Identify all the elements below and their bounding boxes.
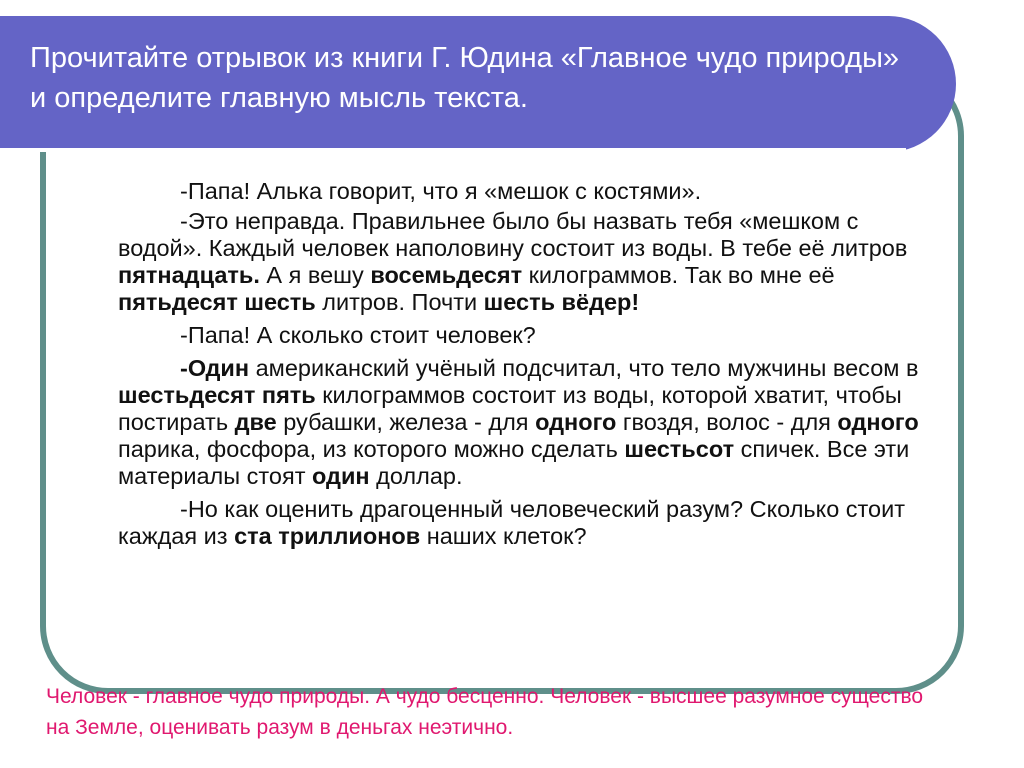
- paragraph-5-text-2: наших клеток?: [420, 523, 587, 549]
- slide-title: Прочитайте отрывок из книги Г. Юдина «Главное чудо природы» и определите главную мысль текста.: [30, 42, 900, 114]
- paragraph-4-bold-1: -Один: [180, 355, 250, 381]
- paragraph-2-bold-4: шесть вёдер!: [483, 289, 640, 315]
- paragraph-4-text-5: парика, фосфора, из которого можно сделать: [118, 436, 625, 462]
- paragraph-3: -Папа! А сколько стоит человек?: [180, 322, 536, 348]
- paragraph-2: [118, 208, 948, 316]
- title-underline: [0, 148, 906, 152]
- title-banner: [0, 16, 956, 152]
- paragraph-4-bold-3: две: [234, 409, 277, 435]
- paragraph-2-bold-2: восемьдесят: [370, 262, 523, 288]
- paragraph-1: -Папа! Алька говорит, что я «мешок с костями».: [180, 178, 702, 204]
- paragraph-4-bold-6: шестьсот: [624, 436, 735, 462]
- paragraph-2-bold-3: пятьдесят шесть: [118, 289, 316, 315]
- paragraph-5-bold-1: ста триллионов: [234, 523, 421, 549]
- paragraph-5-text-1: -Но как оценить драгоценный человеческий разум? Сколько стоит каждая из: [118, 496, 906, 549]
- paragraph-4-bold-7: один: [312, 463, 370, 489]
- paragraph-4-bold-4: одного: [535, 409, 617, 435]
- paragraph-2-text-3: килограммов. Так во мне её: [522, 262, 835, 288]
- paragraph-4-text-2: килограммов состоит из воды, которой хватит, чтобы постирать: [118, 382, 902, 435]
- paragraph-4: [118, 355, 948, 490]
- paragraph-4-bold-5: одного: [837, 409, 919, 435]
- paragraph-4-text-7: доллар.: [369, 463, 463, 489]
- paragraph-2-text-2: А я вешу: [259, 262, 371, 288]
- book-excerpt: [118, 178, 948, 556]
- paragraph-4-text-6: спичек. Все эти материалы стоят: [118, 436, 910, 489]
- paragraph-4-bold-2: шестьдесят пять: [118, 382, 316, 408]
- paragraph-2-text-1: -Это неправда. Правильнее было бы назвать тебя «мешком с водой». Каждый человек наполовину состоит из воды. В тебе её литров: [118, 208, 908, 261]
- paragraph-4-text-4: гвоздя, волос - для: [616, 409, 838, 435]
- paragraph-4-text-1: американский учёный подсчитал, что тело мужчины весом в: [249, 355, 919, 381]
- paragraph-2-text-4: литров. Почти: [315, 289, 484, 315]
- paragraph-2-bold-1: пятнадцать.: [118, 262, 260, 288]
- main-idea-answer: Человек - главное чудо природы. А чудо бесценно. Человек - высшее разумное существо на Земле, оценивать разум в деньгах неэтично.: [46, 685, 924, 739]
- paragraph-5: [118, 496, 948, 550]
- paragraph-4-text-3: рубашки, железа - для: [276, 409, 536, 435]
